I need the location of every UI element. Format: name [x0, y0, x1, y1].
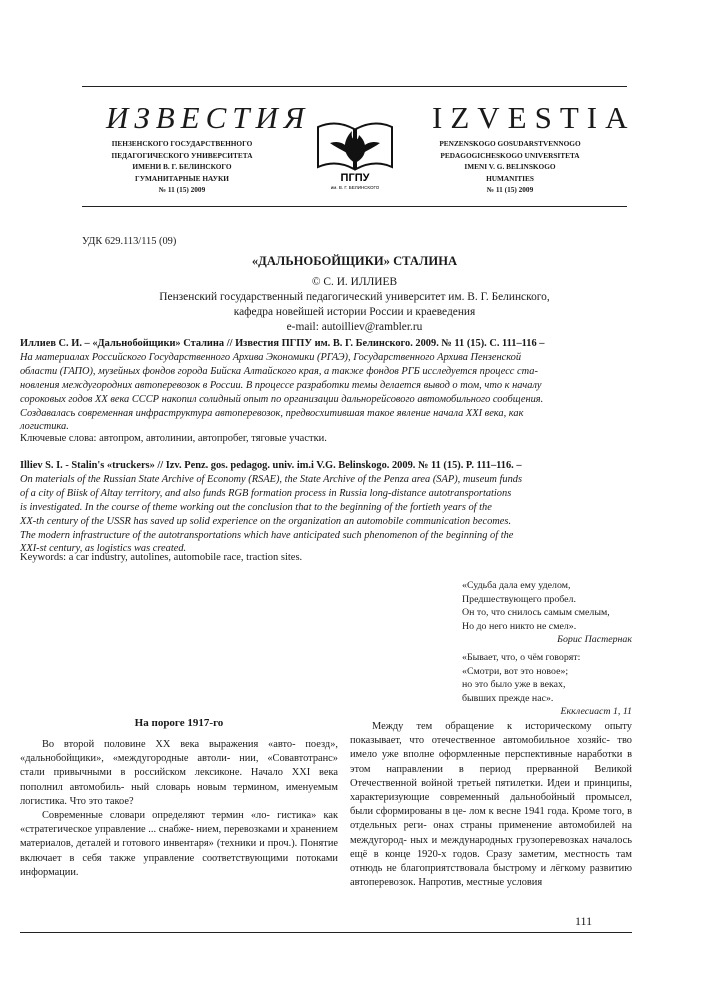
epigraph-ecclesiastes [462, 651, 632, 719]
body-line: нием, перевозками и хранением материалов, деталей [20, 824, 338, 850]
epigraph-pasternak [462, 579, 632, 647]
body-line: наработки в этом направлении в период прерванной [350, 749, 632, 775]
ru-abstract-line: сороковых годов XX века СССР накопил солидный опыт по организации дальнорейсового автомобильного сообщения. [20, 393, 544, 405]
journal-subtitle-lat-line: IMENI V. G. BELINSKOGO [464, 162, 556, 172]
epigraph-line: «Смотри, вот это новое»; [462, 665, 569, 677]
right-para-1 [350, 720, 632, 890]
epigraph-line: Предшествующего пробел. [462, 593, 576, 605]
left-para-1 [20, 738, 338, 809]
affiliation-line: Пензенский государственный педагогический университет им. В. Г. Белинского, [159, 291, 550, 303]
journal-subtitle-lat-line: PEDAGOGICHESKOGO UNIVERSITETA [440, 150, 580, 160]
body-line: Современные словари определяют термин «ло- [42, 810, 270, 822]
body-line: включает в себя также управление соответствующими [20, 852, 289, 864]
body-line: в конце 1920-х годов. Сразу заметим, местность там [373, 848, 632, 860]
body-line: отнюдь не благоприятствовала быстрому и лёгкому [350, 863, 586, 875]
en-abstract-line: of a city of Biisk of Altay territory, and also funds RGB formation process in Russia long-distance autotransportations [20, 487, 512, 499]
ru-abstract [20, 337, 632, 434]
ru-citation: Иллиев С. И. – «Дальнобойщики» Сталина // Известия ПГПУ им. В. Г. Белинского. 2009. № 11 (15). С. 111–116 – [20, 338, 545, 349]
body-line: Между тем обращение к историческому опыту [372, 721, 632, 732]
body-line: ный словарь новым термином, именуемым логистика. [20, 781, 338, 807]
left-column [20, 738, 338, 880]
body-line: ных и международных грузоперевозках началось ещё [350, 834, 632, 860]
body-line: лом к весне 1941 года. Кроме того, в отдельных реги- [350, 806, 632, 832]
en-abstract-line: is investigated. In the course of theme working out the conclusion that to the beginning of the fortieth years of the [20, 501, 492, 513]
footer-rule [20, 932, 632, 933]
ru-abstract-line: новления междугородних автоперевозок в России. В процессе разработки темы делается вывод о том, что к началу [20, 379, 542, 391]
ru-abstract-line: области (ГАПО), музейных фондов города Бийска Алтайского края, а также фондов РГБ исследуется процесс ста- [20, 365, 538, 377]
logo-subtext: им. В. Г. БЕЛИНСКОГО [330, 185, 380, 190]
body-line: нии, «Совавтотранс» стали привычными в российском [20, 753, 338, 779]
body-line: развитию автоперевозок. Напротив, местные условия [350, 863, 632, 889]
en-keywords: Keywords: a car industry, autolines, automobile race, traction sites. [20, 552, 303, 563]
article-author: © С. И. ИЛЛИЕВ [311, 276, 398, 288]
journal-title-ru: ИЗВЕСТИЯ [106, 100, 311, 135]
en-abstract-line: XXI-st century, as logistics was created. [20, 543, 187, 555]
epigraph-line: «Судьба дала ему уделом, [462, 580, 571, 591]
header-bottom-rule [82, 206, 627, 207]
epigraph-line: бывших прежде нас». [462, 692, 554, 704]
epigraph-line: «Бывает, что, о чём говорят: [462, 652, 581, 663]
body-line: дальнобойный промысел, были сформированы в це- [350, 792, 632, 818]
journal-subtitle-lat-line: PENZENSKOGO GOSUDARSTVENNOGO [439, 139, 581, 148]
journal-subtitle-ru-line: № 11 (15) 2009 [158, 185, 206, 195]
journal-subtitle-ru [92, 138, 272, 196]
epigraph-line: Он то, что снилось самым смелым, [462, 607, 610, 619]
journal-subtitle-ru-line: ПЕНЗЕНСКОГО ГОСУДАРСТВЕННОГО [111, 139, 253, 148]
en-abstract [20, 459, 632, 556]
body-line: потоками информации. [20, 852, 338, 878]
journal-subtitle-ru-line: ГУМАНИТАРНЫЕ НАУКИ [135, 173, 229, 183]
logo-text: ПГПУ [340, 172, 370, 184]
body-line: Идеи и принципы, характеризующие современный [350, 777, 632, 804]
ru-abstract-line: Создавалась современная инфраструктура автоперевозок, предвосхитившая такое явление начала XXI века, как [20, 407, 524, 419]
page-number: 111 [575, 914, 593, 928]
body-line: поезд», «дальнобойщики», «междугородные автоли- [20, 739, 338, 765]
udk-code: УДК 629.113/115 (09) [82, 236, 177, 247]
en-citation: Illiev S. I. - Stalin's «truckers» // Izv. Penz. gos. pedagog. univ. im.i V.G. Belinskogo. 2009. № 11 (15). P. 111–116. – [20, 460, 522, 471]
journal-subtitle-ru-line: ПЕДАГОГИЧЕСКОГО УНИВЕРСИТЕТА [111, 150, 253, 160]
body-line: Что это такое? [69, 795, 134, 807]
article-title: «ДАЛЬНОБОЙЩИКИ» СТАЛИНА [251, 254, 458, 268]
journal-subtitle-lat-line: № 11 (15) 2009 [486, 185, 534, 195]
journal-subtitle-ru-line: ИМЕНИ В. Г. БЕЛИНСКОГО [132, 162, 232, 172]
body-line: гистика» как «стратегическое управление ... снабже- [20, 810, 339, 836]
journal-title-lat: IZVESTIA [432, 100, 636, 135]
affiliation-line: кафедра новейшей истории России и краеведения [233, 306, 476, 318]
en-abstract-line: On materials of the Russian State Archive of Economy (RSAE), the State Archive of the Penza area (SAP), museum funds [20, 473, 523, 485]
body-line: лексиконе. Начало XXI века пополнил автомобиль- [20, 767, 338, 793]
ru-abstract-line: На материалах Российского Государственного Архива Экономики (РГАЭ), Государственного Архива Пензенской [20, 351, 522, 363]
epigraph-line: но это было уже в веках, [462, 679, 566, 691]
body-line: Во второй половине XX века выражения «авто- [42, 739, 296, 750]
author-email: e-mail: autoilliev@rambler.ru [286, 321, 423, 333]
header-top-rule [82, 86, 627, 87]
section-title: На пороге 1917-го [134, 717, 224, 729]
ru-keywords: Ключевые слова: автопром, автолинии, автопробег, тяговые участки. [20, 433, 327, 444]
body-line: и готового инвентаря» (техники и проч.). Понятие [113, 838, 338, 850]
epigraph-author: Екклесиаст 1, 11 [560, 706, 632, 718]
journal-subtitle-lat [420, 138, 600, 196]
body-line: показывает, что отечественное автомобильное хозяйс- [350, 735, 610, 747]
epigraph-author: Борис Пастернак [557, 634, 632, 646]
en-abstract-line: XX-th century of the USSR has saved up solid experience on the organization an automobile communication becomes. [20, 515, 512, 527]
en-abstract-line: The modern infrastructure of the autotransportations which have anticipated such phenomenon of the beginning of the [20, 529, 514, 541]
ru-abstract-line: логистика. [20, 421, 69, 433]
body-line: тво имело уже вполне оформленные перспективные [350, 735, 632, 761]
epigraph-line: Но до него никто не смел». [462, 620, 577, 632]
university-logo [312, 113, 398, 191]
body-line: онах страны применение автомобилей на междугород- [350, 820, 632, 846]
journal-subtitle-lat-line: HUMANITIES [486, 173, 534, 183]
left-para-2 [20, 809, 338, 880]
body-line: Великой Отечественной войной третьей пятилетки. [350, 763, 632, 789]
right-column [350, 720, 632, 890]
